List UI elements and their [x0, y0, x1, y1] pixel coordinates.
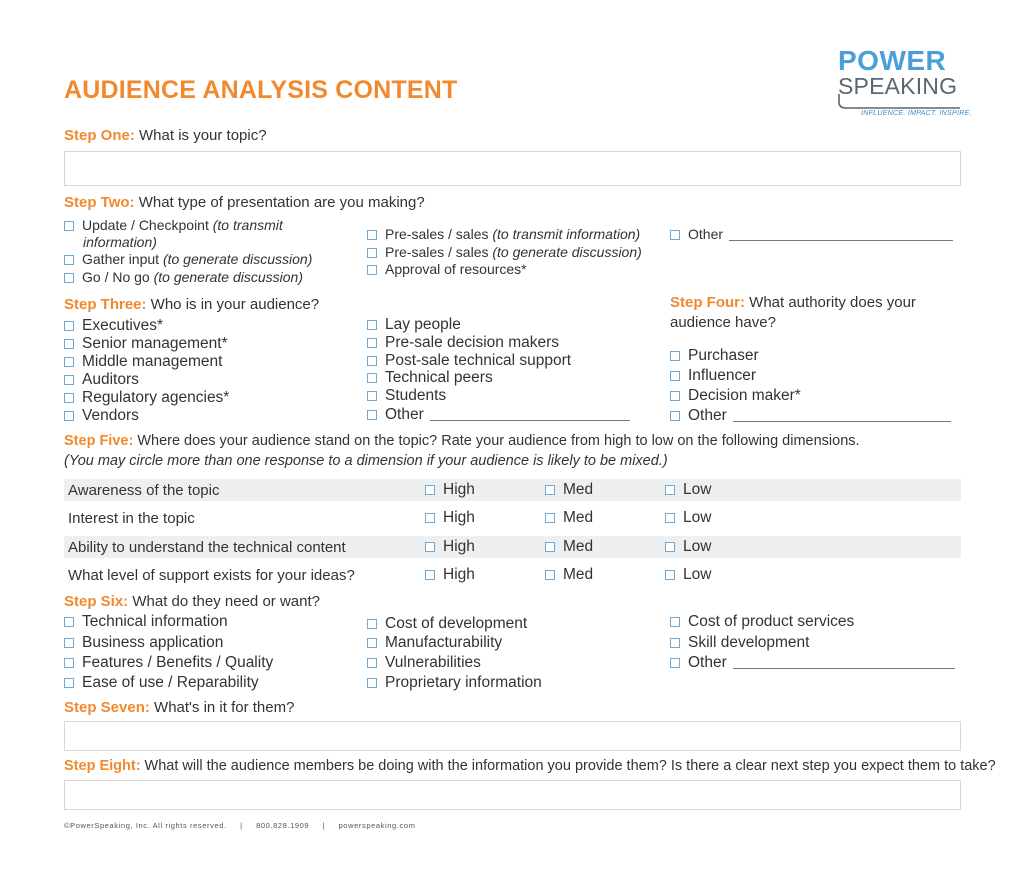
- checkbox-icon[interactable]: [670, 391, 680, 401]
- step-one-label: Step One:: [64, 127, 135, 144]
- step-five-note: (You may circle more than one response to a dimension if your audience is likely to be mixed.): [64, 453, 668, 469]
- option-technical-peers[interactable]: Technical peers: [367, 369, 493, 386]
- checkbox-icon[interactable]: [367, 391, 377, 401]
- step-seven-label: Step Seven:: [64, 699, 150, 716]
- option-proprietary-information[interactable]: Proprietary information: [367, 674, 542, 691]
- option-ease-of-use[interactable]: Ease of use / Reparability: [64, 674, 259, 691]
- rating-low[interactable]: Low: [665, 481, 711, 499]
- option-regulatory-agencies[interactable]: Regulatory agencies*: [64, 389, 229, 406]
- next-step-input[interactable]: [64, 780, 961, 810]
- checkbox-icon[interactable]: [670, 230, 680, 240]
- option-senior-management[interactable]: Senior management*: [64, 335, 228, 352]
- dimension-support: What level of support exists for your ideas?: [68, 567, 355, 584]
- option-manufacturability[interactable]: Manufacturability: [367, 634, 502, 651]
- logo-power-text: POWER: [838, 45, 947, 76]
- step-one-heading: [64, 127, 267, 144]
- checkbox-icon[interactable]: [545, 570, 555, 580]
- checkbox-icon[interactable]: [64, 221, 74, 231]
- dimension-awareness: Awareness of the topic: [68, 482, 220, 499]
- checkbox-icon[interactable]: [545, 542, 555, 552]
- option-go-no-go[interactable]: Go / No go (to generate discussion): [64, 269, 303, 286]
- checkbox-icon[interactable]: [545, 485, 555, 495]
- other-underline[interactable]: [733, 656, 955, 669]
- rating-high[interactable]: High: [425, 566, 475, 584]
- option-presales-transmit[interactable]: Pre-sales / sales (to transmit information): [367, 226, 640, 243]
- step-five-question: Where does your audience stand on the topic? Rate your audience from high to low on the following dimensions.: [133, 433, 860, 449]
- option-vulnerabilities[interactable]: Vulnerabilities: [367, 654, 481, 671]
- checkbox-icon[interactable]: [670, 371, 680, 381]
- checkbox-icon[interactable]: [367, 373, 377, 383]
- option-technical-information[interactable]: Technical information: [64, 613, 228, 630]
- rating-high[interactable]: High: [425, 538, 475, 556]
- checkbox-icon[interactable]: [367, 265, 377, 275]
- checkbox-icon[interactable]: [64, 339, 74, 349]
- checkbox-icon[interactable]: [367, 638, 377, 648]
- option-executives[interactable]: Executives*: [64, 317, 163, 334]
- checkbox-icon[interactable]: [367, 678, 377, 688]
- option-cost-of-product-services[interactable]: Cost of product services: [670, 613, 854, 630]
- checkbox-icon[interactable]: [64, 393, 74, 403]
- step-five-heading: [64, 433, 860, 449]
- checkbox-icon[interactable]: [665, 485, 675, 495]
- option-presales-discussion[interactable]: Pre-sales / sales (to generate discussion): [367, 244, 642, 261]
- step-six-question: What do they need or want?: [128, 593, 320, 610]
- checkbox-icon[interactable]: [64, 375, 74, 385]
- option-students[interactable]: Students: [367, 387, 446, 404]
- option-postsale-technical-support[interactable]: Post-sale technical support: [367, 352, 571, 369]
- checkbox-icon[interactable]: [425, 542, 435, 552]
- step-five-label: Step Five:: [64, 433, 134, 449]
- checkbox-icon[interactable]: [367, 230, 377, 240]
- step-six-heading: [64, 593, 320, 610]
- whats-in-it-input[interactable]: [64, 721, 961, 751]
- option-influencer[interactable]: Influencer: [670, 367, 756, 384]
- step-four-question: What authority does your: [745, 294, 916, 311]
- power-speaking-logo: [838, 45, 972, 124]
- rating-low[interactable]: Low: [665, 509, 711, 527]
- logo-speaking-text: SPEAKING: [838, 73, 958, 99]
- other-underline[interactable]: [729, 228, 953, 241]
- checkbox-icon[interactable]: [64, 255, 74, 265]
- step-two-heading: [64, 194, 425, 211]
- footer: ©PowerSpeaking, Inc. All rights reserved. | 800.828.1909 | powerspeaking.com: [64, 821, 416, 830]
- option-presale-decision-makers[interactable]: Pre-sale decision makers: [367, 334, 559, 351]
- step-three-label: Step Three:: [64, 296, 147, 313]
- option-update-checkpoint[interactable]: Update / Checkpoint (to transmit information): [64, 217, 283, 251]
- other-underline[interactable]: [430, 408, 630, 421]
- option-auditors[interactable]: Auditors: [64, 371, 139, 388]
- option-decision-maker[interactable]: Decision maker*: [670, 387, 801, 404]
- rating-high[interactable]: High: [425, 509, 475, 527]
- checkbox-icon[interactable]: [367, 658, 377, 668]
- step-three-question: Who is in your audience?: [146, 296, 320, 313]
- other-underline[interactable]: [733, 409, 951, 422]
- step-four-question-line2: audience have?: [670, 314, 776, 331]
- option-business-application[interactable]: Business application: [64, 634, 223, 651]
- checkbox-icon[interactable]: [425, 513, 435, 523]
- step-seven-heading: [64, 699, 294, 716]
- checkbox-icon[interactable]: [64, 321, 74, 331]
- option-cost-of-development[interactable]: Cost of development: [367, 615, 527, 632]
- option-lay-people[interactable]: Lay people: [367, 316, 461, 333]
- option-vendors[interactable]: Vendors: [64, 407, 139, 424]
- rating-high[interactable]: High: [425, 481, 475, 499]
- checkbox-icon[interactable]: [367, 410, 377, 420]
- checkbox-icon[interactable]: [670, 411, 680, 421]
- checkbox-icon[interactable]: [670, 617, 680, 627]
- page-title: AUDIENCE ANALYSIS CONTENT: [64, 76, 458, 104]
- rating-med[interactable]: Med: [545, 538, 593, 556]
- rating-low[interactable]: Low: [665, 566, 711, 584]
- logo-tagline: INFLUENCE. IMPACT. INSPIRE.: [861, 110, 972, 117]
- step-three-heading: [64, 296, 319, 313]
- checkbox-icon[interactable]: [367, 338, 377, 348]
- dimension-ability: Ability to understand the technical content: [68, 539, 346, 556]
- checkbox-icon[interactable]: [670, 351, 680, 361]
- checkbox-icon[interactable]: [665, 570, 675, 580]
- checkbox-icon[interactable]: [425, 570, 435, 580]
- step-four-heading: [670, 294, 916, 311]
- step-two-question: What type of presentation are you making?: [134, 194, 425, 211]
- option-needs-other[interactable]: Other: [670, 654, 955, 671]
- checkbox-icon[interactable]: [367, 320, 377, 330]
- checkbox-icon[interactable]: [545, 513, 555, 523]
- checkbox-icon[interactable]: [64, 357, 74, 367]
- checkbox-icon[interactable]: [64, 273, 74, 283]
- topic-input[interactable]: [64, 151, 961, 186]
- checkbox-icon[interactable]: [64, 638, 74, 648]
- step-six-label: Step Six:: [64, 593, 129, 610]
- checkbox-icon[interactable]: [64, 658, 74, 668]
- checkbox-icon[interactable]: [64, 411, 74, 421]
- checkbox-icon[interactable]: [64, 617, 74, 627]
- step-eight-heading: [64, 758, 996, 774]
- checkbox-icon[interactable]: [367, 248, 377, 258]
- checkbox-icon[interactable]: [425, 485, 435, 495]
- option-authority-other[interactable]: Other: [670, 407, 951, 424]
- step-two-label: Step Two:: [64, 194, 135, 211]
- checkbox-icon[interactable]: [665, 513, 675, 523]
- step-seven-question: What's in it for them?: [149, 699, 295, 716]
- checkbox-icon[interactable]: [670, 638, 680, 648]
- rating-low[interactable]: Low: [665, 538, 711, 556]
- option-skill-development[interactable]: Skill development: [670, 634, 809, 651]
- step-eight-label: Step Eight:: [64, 758, 141, 774]
- option-gather-input[interactable]: Gather input (to generate discussion): [64, 251, 312, 268]
- option-approval-resources[interactable]: Approval of resources*: [367, 261, 527, 278]
- dimension-interest: Interest in the topic: [68, 510, 195, 527]
- rating-med[interactable]: Med: [545, 481, 593, 499]
- option-audience-other[interactable]: Other: [367, 406, 630, 423]
- option-middle-management[interactable]: Middle management: [64, 353, 222, 370]
- step-four-label: Step Four:: [670, 294, 745, 311]
- checkbox-icon[interactable]: [670, 658, 680, 668]
- rating-med[interactable]: Med: [545, 509, 593, 527]
- checkbox-icon[interactable]: [64, 678, 74, 688]
- checkbox-icon[interactable]: [367, 356, 377, 366]
- option-features-benefits[interactable]: Features / Benefits / Quality: [64, 654, 273, 671]
- step-eight-question: What will the audience members be doing with the information you provide them? Is there a clear next step you expect them to take?: [140, 758, 996, 774]
- rating-med[interactable]: Med: [545, 566, 593, 584]
- option-presentation-other[interactable]: Other: [670, 226, 953, 243]
- step-one-question: What is your topic?: [134, 127, 267, 144]
- checkbox-icon[interactable]: [665, 542, 675, 552]
- checkbox-icon[interactable]: [367, 619, 377, 629]
- option-purchaser[interactable]: Purchaser: [670, 347, 759, 364]
